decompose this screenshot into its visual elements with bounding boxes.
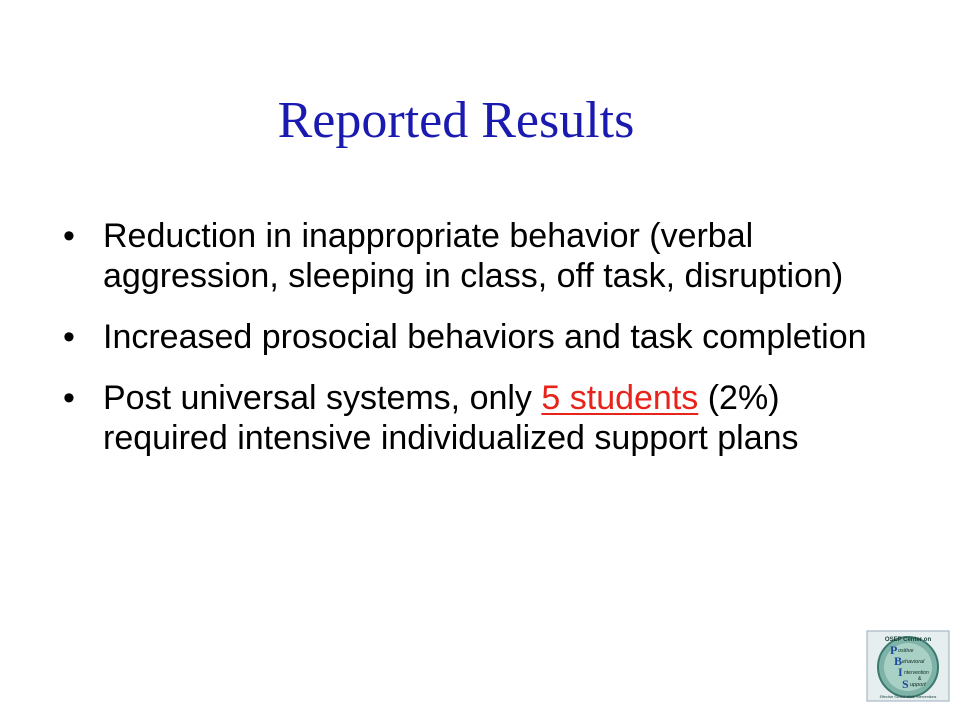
bullet-item [63,378,883,458]
logo-word-s: upport [910,682,926,688]
logo-letter-b: B [894,654,903,668]
bullet-marker: • [63,318,75,356]
bullet-list [63,216,883,479]
logo-tagline: Effective School-Wide Interventions [879,695,937,699]
slide-title: Reported Results [277,92,635,149]
logo-top-text: OSEP Center on [884,637,932,643]
bullet-text [103,379,799,457]
pbis-logo [866,630,950,702]
bullet-item [63,317,883,357]
bullet-text: Reduction in inappropriate behavior (verbal aggression, sleeping in class, off task, disruption) [103,217,844,295]
logo-word-b: ehavioral [902,659,925,665]
bullet-text-after: (2%) required intensive individualized support plans [103,379,799,457]
logo-word-p: ositive [898,648,914,654]
bullet-item [63,216,883,296]
highlighted-count: 5 students [541,379,699,417]
bullet-marker: • [63,217,75,255]
logo-ampersand: & [918,676,922,682]
bullet-marker: • [63,379,75,417]
logo-word-i: ntervention [904,670,929,676]
bullet-text: Increased prosocial behaviors and task completion [103,318,867,356]
bullet-text-before: Post universal systems, only [103,379,542,417]
logo-letter-p: P [890,643,898,657]
logo-letter-i: I [898,665,903,679]
logo-letter-s: S [902,677,909,691]
